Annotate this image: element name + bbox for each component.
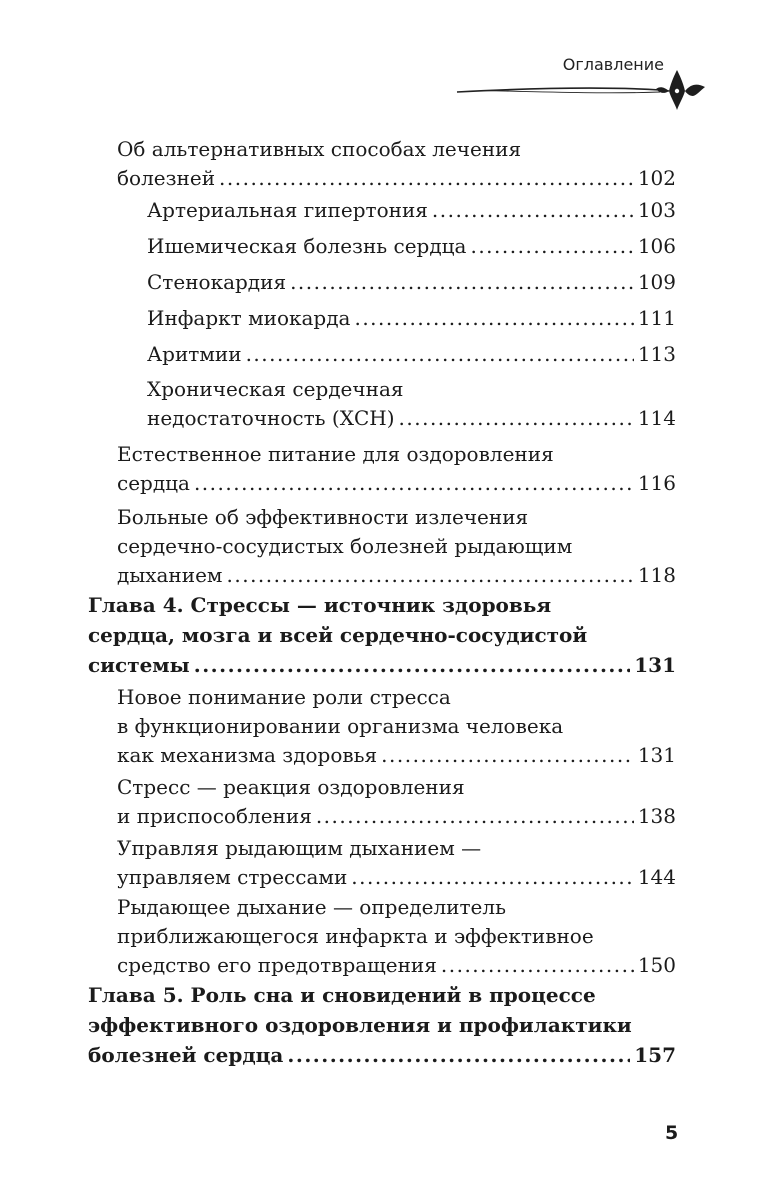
toc-entry-final-line [117, 802, 676, 831]
toc-entry-title-line: Новое понимание роли стресса [117, 685, 451, 709]
toc-entry-final-line [147, 232, 676, 261]
toc-entry-title-line: средство его предотвращения [117, 953, 437, 977]
dot-leader [287, 1040, 630, 1070]
toc-entry-title-line: Больные об эффективности излечения [117, 505, 529, 529]
toc-entry-title-line: сердечно-сосудистых болезней рыдающим [117, 534, 573, 558]
toc-entry-final-line [147, 304, 676, 333]
toc-entry-title-line: и приспособления [117, 804, 312, 828]
dot-leader [194, 469, 634, 498]
toc-entry[interactable] [117, 683, 676, 770]
toc-entry-title-line: Глава 5. Роль сна и сновидений в процессе [88, 983, 596, 1007]
toc-entry-title-line: приближающегося инфаркта и эффективное [117, 924, 594, 948]
toc-entry-title-line: системы [88, 653, 190, 677]
dot-leader [316, 802, 634, 831]
toc-entry-final-line [147, 340, 676, 369]
toc-entry-final-line [117, 741, 676, 770]
toc-entry-title-line: Рыдающее дыхание — определитель [117, 895, 506, 919]
toc-entry-title-line: недостаточность (ХСН) [147, 406, 395, 430]
toc-entry-title-line: Артериальная гипертония [147, 198, 428, 222]
toc-entry-final-line [147, 268, 676, 297]
toc-page-number: 114 [637, 406, 676, 430]
toc-entry[interactable] [117, 135, 676, 193]
toc-entry-title-line: Об альтернативных способах лечения [117, 137, 522, 161]
toc-entry-title-line: Стенокардия [147, 270, 287, 294]
toc-entry-title-line: как механизма здоровья [117, 743, 378, 767]
toc-page-number: 111 [637, 306, 676, 330]
toc-page-number: 138 [637, 804, 676, 828]
toc-entry-final-line [147, 404, 676, 433]
toc-entry-final-line [117, 469, 676, 498]
dot-leader [227, 561, 634, 590]
toc-page-number: 131 [637, 743, 676, 767]
dot-leader [219, 164, 634, 193]
toc-entry-title-line: управляем стрессами [117, 865, 348, 889]
toc-entry-final-line [117, 951, 676, 980]
dot-leader [441, 951, 634, 980]
dot-leader [399, 404, 634, 433]
toc-entry[interactable] [147, 340, 676, 369]
dot-leader [381, 741, 634, 770]
toc-page-number: 150 [637, 953, 676, 977]
toc-entry-title-line: Стресс — реакция оздоровления [117, 775, 465, 799]
toc-entry-title-line: Ишемическая болезнь сердца [147, 234, 467, 258]
toc-entry-title-line: болезней [117, 166, 216, 190]
toc-entry[interactable] [147, 196, 676, 225]
toc-entry-final-line [117, 863, 676, 892]
toc-entry-title-line: болезней сердца [88, 1043, 284, 1067]
dot-leader [246, 340, 634, 369]
toc-entry[interactable] [147, 375, 676, 433]
toc-entry[interactable] [147, 304, 676, 333]
dot-leader [470, 232, 633, 261]
toc-page-number: 103 [637, 198, 676, 222]
toc-page-number: 116 [637, 471, 676, 495]
toc-entry[interactable] [147, 232, 676, 261]
toc-entry-final-line [88, 650, 676, 680]
toc-entry-title-line: сердца [117, 471, 190, 495]
toc-entry-title-line: эффективного оздоровления и профилактики [88, 1013, 632, 1037]
toc-chapter-entry[interactable] [88, 590, 676, 680]
toc-entry-final-line [88, 1040, 676, 1070]
toc-page-number: 144 [637, 865, 676, 889]
dot-leader [194, 650, 631, 680]
toc-entry-title-line: Управляя рыдающим дыханием — [117, 836, 482, 860]
toc-entry-title-line: Инфаркт миокарда [147, 306, 351, 330]
toc-page-number: 113 [637, 342, 676, 366]
toc-entry[interactable] [117, 440, 676, 498]
toc-page-number: 106 [637, 234, 676, 258]
toc-entry-title-line: дыханием [117, 563, 223, 587]
dot-leader [290, 268, 634, 297]
toc-entry-title-line: Аритмии [147, 342, 242, 366]
running-title: Оглавление [562, 55, 664, 74]
toc-entry-final-line [117, 164, 676, 193]
toc-entry-title-line: в функционировании организма человека [117, 714, 564, 738]
toc-entry-title-line: сердца, мозга и всей сердечно-сосудистой [88, 623, 588, 647]
toc-page-number: 118 [637, 563, 676, 587]
toc-entry-final-line [147, 196, 676, 225]
toc-entry-title-line: Естественное питание для оздоровления [117, 442, 554, 466]
toc-entry[interactable] [117, 503, 676, 590]
toc-page-number: 102 [637, 166, 676, 190]
dot-leader [351, 863, 634, 892]
page-number: 5 [665, 1122, 679, 1144]
toc-entry[interactable] [117, 773, 676, 831]
dot-leader [432, 196, 634, 225]
toc-entry-title-line: Хроническая сердечная [147, 377, 404, 401]
toc-page-number: 109 [637, 270, 676, 294]
toc-entry[interactable] [117, 893, 676, 980]
toc-entry-final-line [117, 561, 676, 590]
toc-entry[interactable] [147, 268, 676, 297]
toc-entry[interactable] [117, 834, 676, 892]
dot-leader [354, 304, 633, 333]
toc-page-number: 157 [634, 1043, 676, 1067]
toc-page-number: 131 [634, 653, 676, 677]
toc-chapter-entry[interactable] [88, 980, 676, 1070]
toc-entry-title-line: Глава 4. Стрессы — источник здоровья [88, 593, 552, 617]
